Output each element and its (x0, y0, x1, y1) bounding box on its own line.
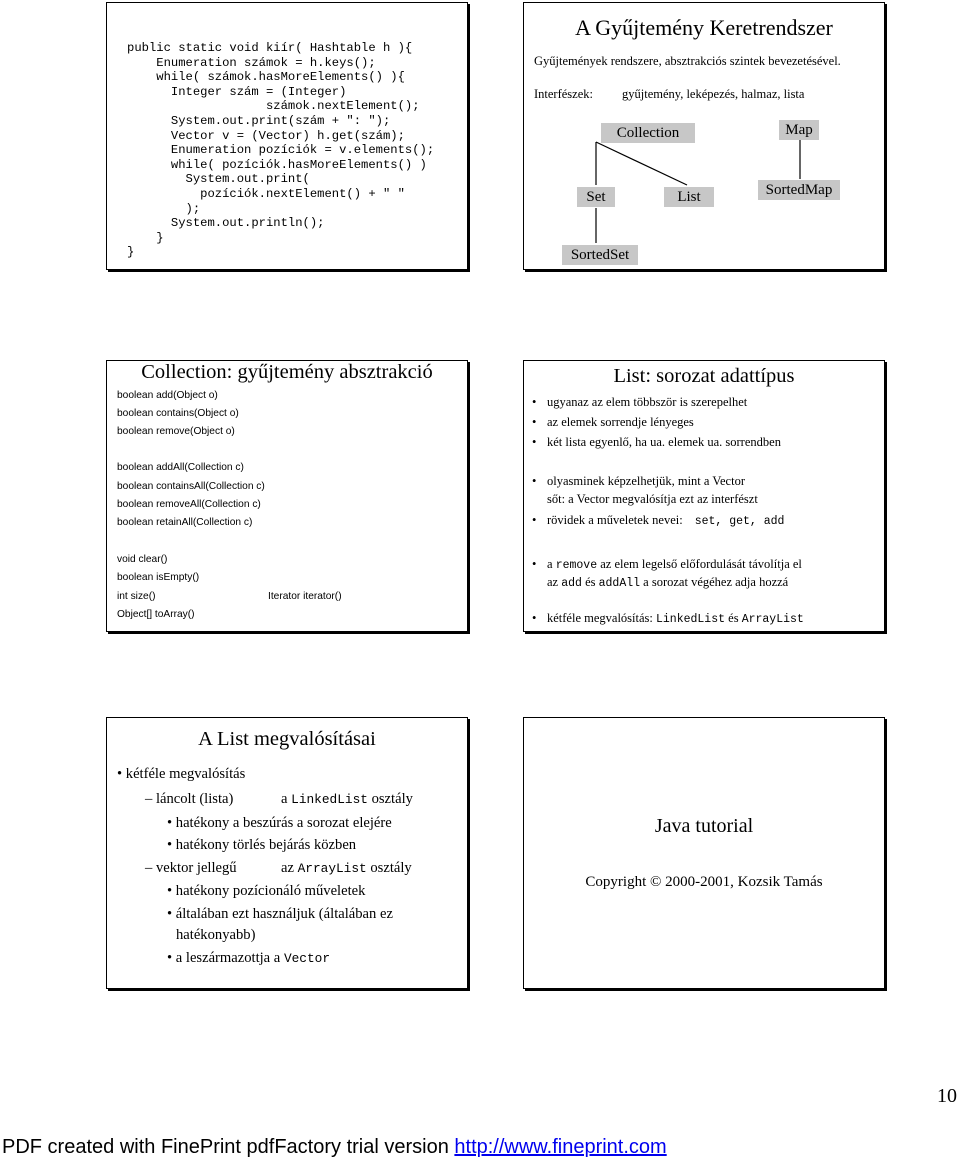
bullet-icon: • (167, 815, 176, 831)
slide-list-implementations (106, 717, 468, 989)
method-signature: void clear() (117, 554, 168, 565)
node-collection: Collection (601, 123, 695, 143)
bullet-icon: • (532, 611, 537, 625)
page-number: 10 (937, 1085, 957, 1107)
code-line: Vector v = (Vector) h.get(szám); (127, 128, 405, 143)
slide-title: A Gyűjtemény Keretrendszer (575, 15, 833, 40)
code-line: while( pozíciók.hasMoreElements() ) (127, 157, 427, 172)
method-signature: boolean removeAll(Collection c) (117, 499, 261, 510)
bullet-icon: • (117, 766, 126, 782)
hierarchy-lines (524, 3, 886, 271)
method-signature: boolean remove(Object o) (117, 426, 235, 437)
slide-list-datatype (523, 360, 885, 632)
bullet-icon: • (532, 474, 537, 488)
bullet-icon: • (167, 906, 176, 922)
sub-sub-item: • hatékony törlés bejárás közben (167, 837, 357, 853)
code-line: Enumeration számok = h.keys(); (127, 55, 376, 70)
sub-item: – láncolt (lista) (145, 791, 234, 807)
bullet-item: • az elemek sorrendje lényeges (532, 415, 694, 429)
slide-title: Java tutorial (654, 815, 754, 837)
code-line: while( számok.hasMoreElements() ){ (127, 70, 405, 85)
method-signature: boolean retainAll(Collection c) (117, 517, 253, 528)
node-sortedmap: SortedMap (758, 180, 840, 200)
method-signature: int size() (117, 591, 156, 602)
code-line: System.out.println(); (127, 216, 325, 231)
code-line: Enumeration pozíciók = v.elements(); (127, 143, 435, 158)
method-signature: boolean add(Object o) (117, 390, 218, 401)
bullet-icon: • (532, 395, 537, 409)
footer-link[interactable]: http://www.fineprint.com (454, 1136, 667, 1158)
slide-subtitle: Gyűjtemények rendszere, absztrakciós szintek bevezetésével. (534, 54, 841, 68)
sub-sub-item: • hatékony a beszúrás a sorozat elejére (167, 815, 392, 831)
node-sortedset: SortedSet (562, 245, 638, 265)
bullet-continuation: az add és addAll a sorozat végéhez adja hozzá (547, 575, 789, 590)
slide-title: Collection: gyűjtemény absztrakció (141, 361, 433, 383)
bullet-item: • kétféle megvalósítás: LinkedList és ArrayList (532, 611, 804, 626)
bullet-icon: • (532, 435, 537, 449)
method-signature: boolean containsAll(Collection c) (117, 481, 265, 492)
method-signature: Iterator iterator() (268, 591, 342, 602)
code-line: ); (127, 201, 201, 216)
bullet-item: • két lista egyenlő, ha ua. elemek ua. sorrendben (532, 435, 781, 449)
pdf-footer (2, 1136, 667, 1159)
sub-sub-item: • hatékony pozícionáló műveletek (167, 883, 366, 899)
code-line: számok.nextElement(); (127, 99, 420, 114)
node-list: List (664, 187, 714, 207)
bullet-item: • kétféle megvalósítás (117, 766, 246, 782)
footer-text: PDF created with FinePrint pdfFactory trial version (2, 1136, 455, 1158)
bullet-item: • olyasminek képzelhetjük, mint a Vector (532, 474, 745, 488)
slide-java-tutorial (523, 717, 885, 989)
code-line: pozíciók.nextElement() + " " (127, 186, 405, 201)
slide-collection-framework (523, 2, 885, 270)
sub-sub-item: • általában ezt használjuk (általában ez (167, 906, 393, 922)
node-map: Map (779, 120, 819, 140)
method-signature: Object[] toArray() (117, 609, 195, 620)
code-line: } (127, 230, 164, 245)
bullet-icon: • (167, 883, 176, 899)
bullet-continuation: sőt: a Vector megvalósítja ezt az interfészt (547, 492, 758, 506)
code-block (127, 41, 434, 260)
code-line: Integer szám = (Integer) (127, 84, 347, 99)
node-set: Set (577, 187, 615, 207)
bullet-item: • rövidek a műveletek nevei: set, get, add (532, 513, 785, 528)
dash-icon: – (145, 791, 156, 807)
sub-item: – vektor jellegű (145, 860, 237, 876)
copyright-text: Copyright © 2000-2001, Kozsik Tamás (585, 874, 823, 890)
method-signature: boolean contains(Object o) (117, 408, 239, 419)
bullet-icon: • (532, 415, 537, 429)
interfaces-label: Interfészek: (534, 87, 593, 101)
sub-item-class: az ArrayList osztály (281, 860, 412, 876)
sub-sub-item: • a leszármazottja a Vector (167, 950, 331, 966)
bullet-item: • ugyanaz az elem többször is szerepelhet (532, 395, 748, 409)
bullet-icon: • (167, 837, 176, 853)
slide-title: List: sorozat adattípus (613, 365, 795, 387)
dash-icon: – (145, 860, 156, 876)
bullet-icon: • (167, 950, 176, 966)
bullet-icon: • (532, 513, 537, 527)
bullet-item: • a remove az elem legelső előfordulását távolítja el (532, 557, 802, 572)
code-line: System.out.print( (127, 172, 310, 187)
interfaces-value: gyűjtemény, leképezés, halmaz, lista (622, 87, 805, 101)
sub-item-class: a LinkedList osztály (281, 791, 413, 807)
slide-title: A List megvalósításai (198, 728, 376, 750)
sub-sub-item-continuation: hatékonyabb) (176, 927, 256, 943)
code-line: public static void kiír( Hashtable h ){ (127, 41, 413, 55)
method-signature: boolean isEmpty() (117, 572, 200, 583)
code-line: } (127, 245, 135, 260)
bullet-icon: • (532, 557, 537, 571)
slide-collection-abstraction (106, 360, 468, 632)
method-signature: boolean addAll(Collection c) (117, 462, 244, 473)
code-line: System.out.print(szám + ": "); (127, 113, 391, 128)
slide-code-kiir (106, 2, 468, 270)
